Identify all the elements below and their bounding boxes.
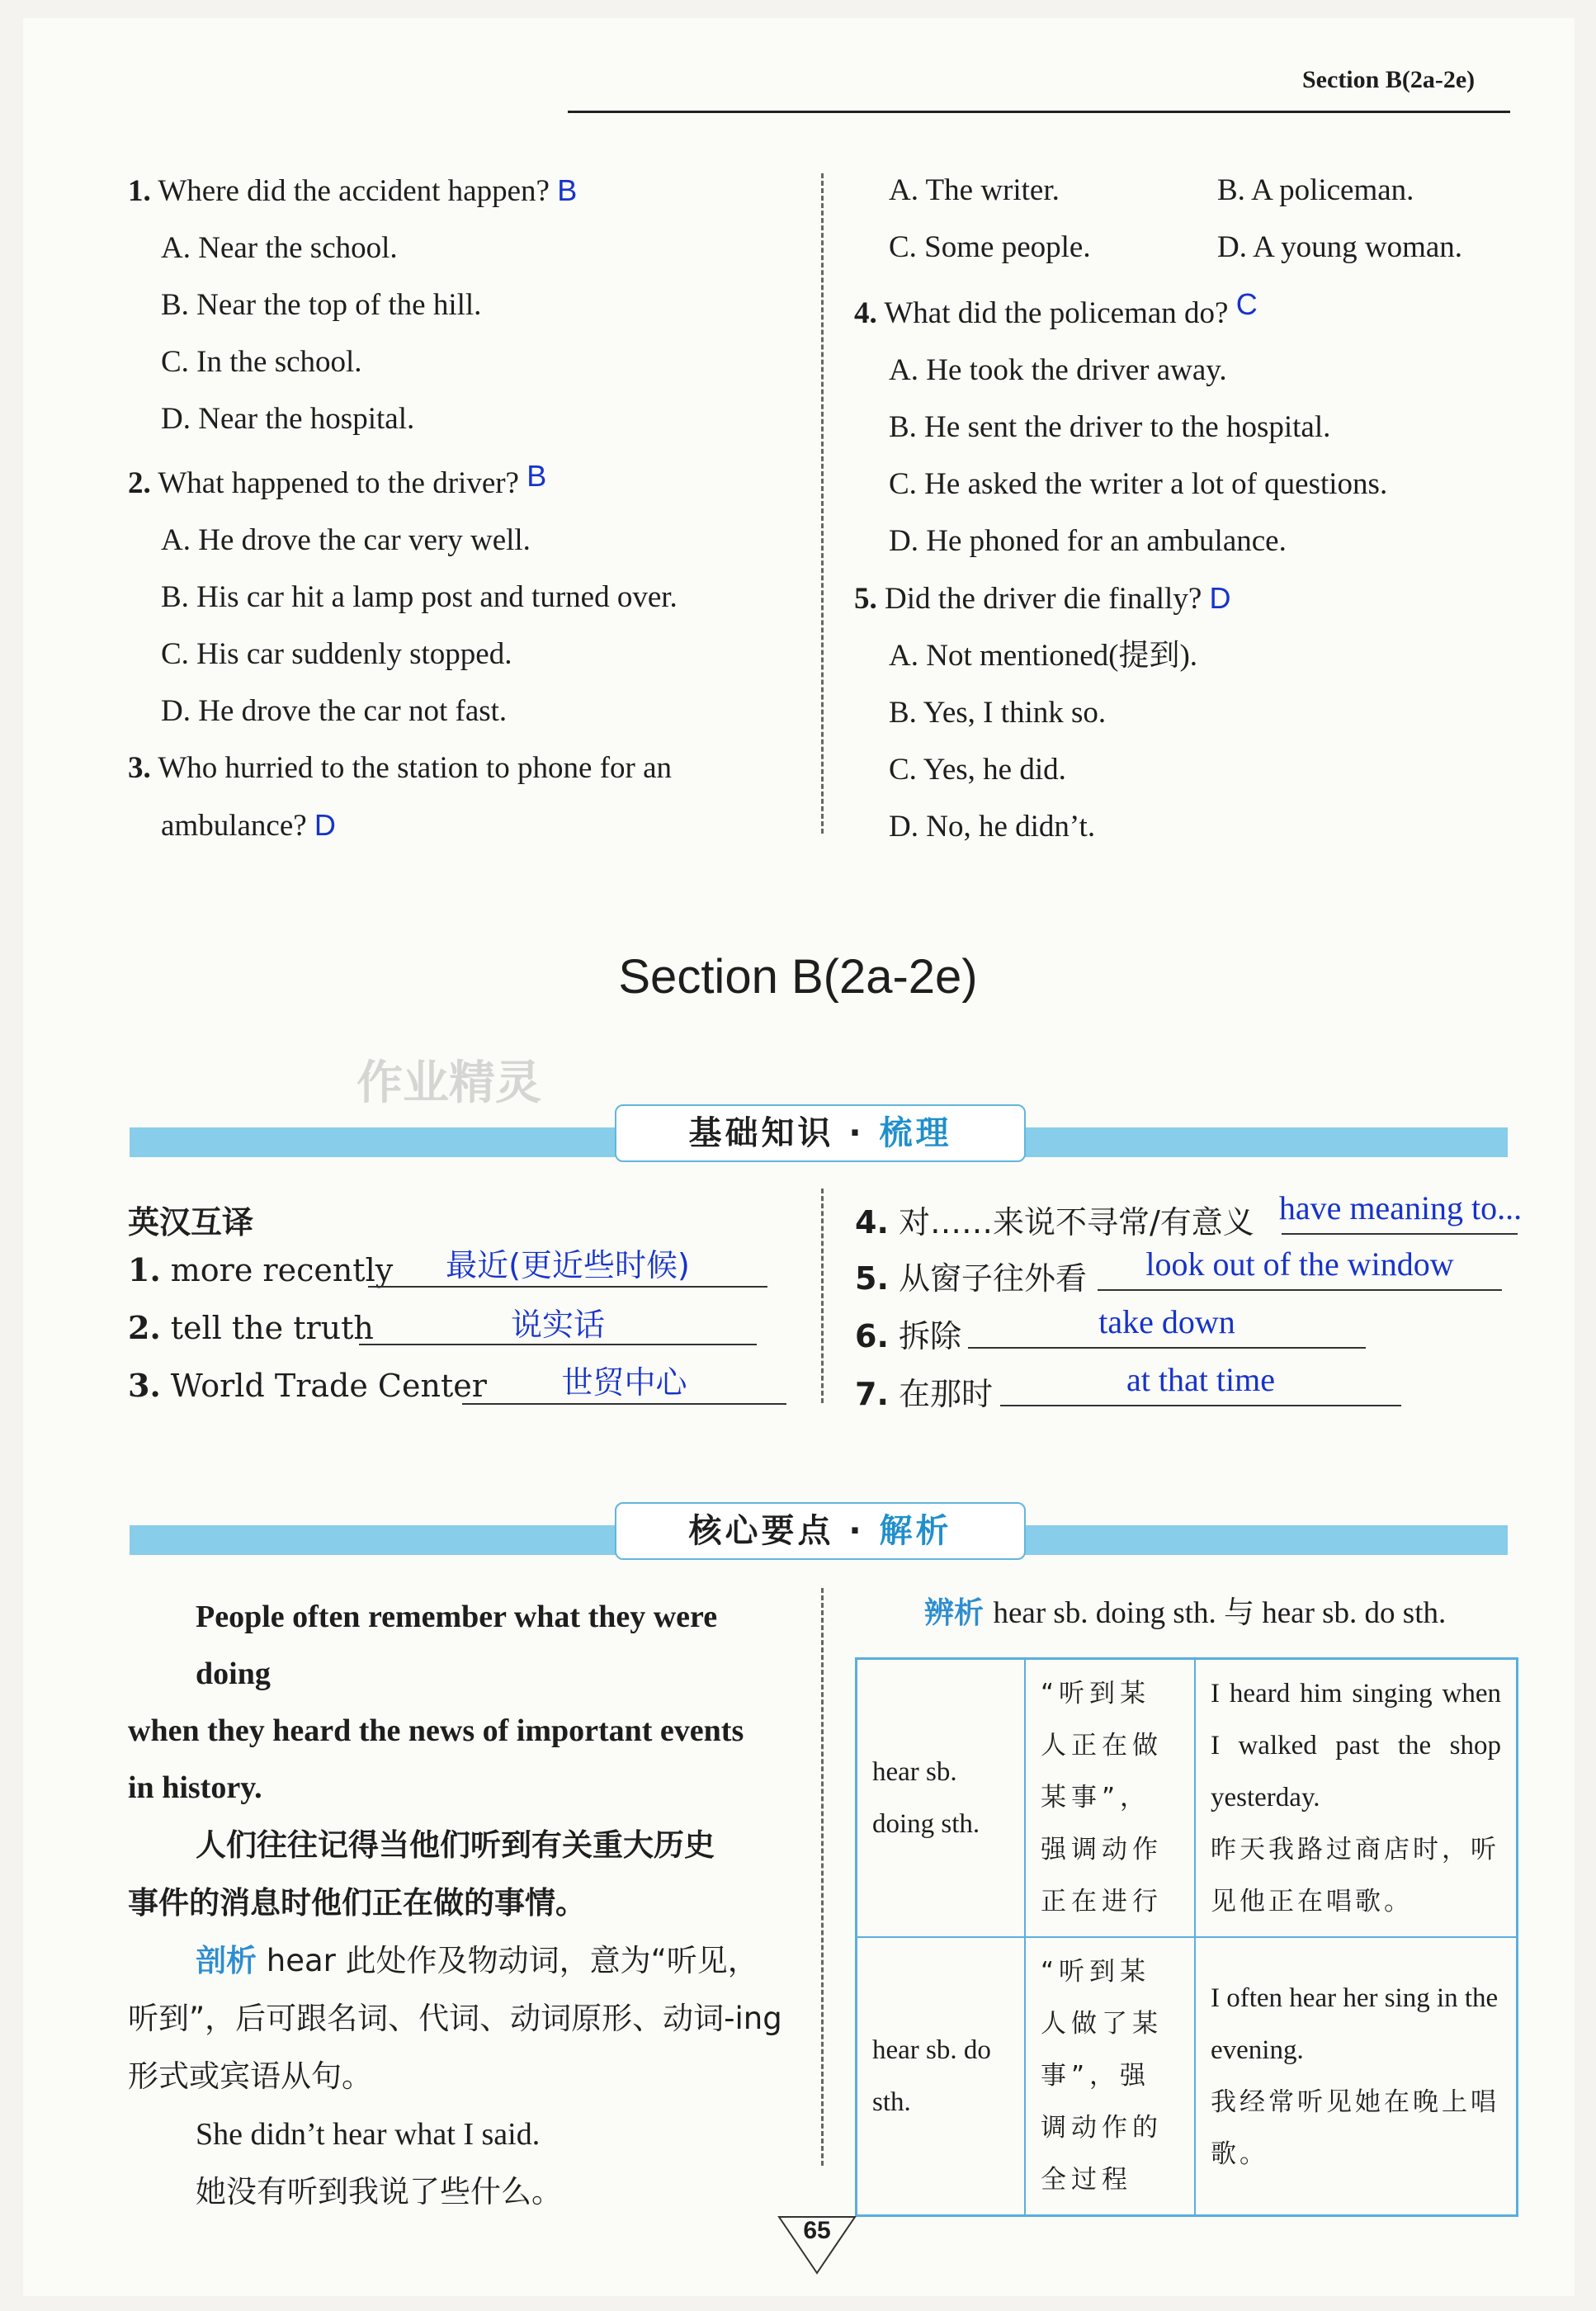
- key-sentence-translation: 事件的消息时他们正在做的事情。: [128, 1885, 586, 1921]
- vocab-item-7: [855, 1368, 993, 1414]
- question-number: 1.: [128, 174, 151, 208]
- analysis-text: 形式或宾语从句。: [128, 2058, 372, 2094]
- column-divider: [821, 1588, 824, 2166]
- answer-mark: D: [314, 808, 336, 842]
- question-text: What did the policeman do?: [884, 296, 1229, 330]
- option: B. Near the top of the hill.: [161, 288, 482, 322]
- option-list: [854, 342, 1539, 569]
- option: A. He took the driver away.: [889, 353, 1227, 387]
- distinguish-heading: [924, 1589, 1446, 1638]
- example-cn: 我经常听见她在晚上唱歌。: [1211, 2087, 1499, 2169]
- vocab-answer: look out of the window: [1145, 1245, 1454, 1283]
- example-en: I heard him singing when I walked past the shop yesterday.: [1211, 1679, 1501, 1812]
- answer-blank[interactable]: [1098, 1289, 1502, 1291]
- example-cell: [1195, 1659, 1518, 1938]
- question-4: [854, 276, 1539, 342]
- band-accent-text: 解析: [879, 1512, 952, 1550]
- vocab-answer: take down: [1098, 1303, 1235, 1340]
- distinguish-label: 辨析: [924, 1596, 985, 1630]
- band-dot: ·: [848, 1512, 865, 1550]
- question-3: [128, 740, 805, 796]
- vocab-answer: have meaning to...: [1278, 1189, 1523, 1226]
- band-basics-label: [615, 1104, 1026, 1162]
- option: D. He phoned for an ambulance.: [889, 524, 1287, 558]
- question-number: 5.: [854, 582, 877, 616]
- vocab-item-3: [128, 1367, 487, 1404]
- running-header: Section B(2a-2e): [1302, 66, 1476, 93]
- section-title: Section B(2a-2e): [618, 950, 978, 1004]
- question-text: Did the driver die finally?: [885, 582, 1202, 616]
- option: A. Near the school.: [161, 231, 398, 265]
- example-cell: [1195, 1937, 1518, 2216]
- option: D. A young woman.: [1217, 230, 1463, 264]
- key-sentence-translation: 人们往往记得当他们听到有关重大历史: [196, 1827, 715, 1863]
- analysis-label: 剖析: [196, 1943, 257, 1978]
- band-label-text: 基础知识: [688, 1114, 834, 1152]
- question-number: 3.: [128, 751, 151, 785]
- key-sentence: in history.: [128, 1770, 262, 1805]
- option: B. He sent the driver to the hospital.: [889, 410, 1331, 444]
- item-number: 3.: [128, 1367, 161, 1404]
- option-list: [128, 220, 805, 447]
- column-divider: [821, 1189, 824, 1403]
- questions-left: [128, 162, 805, 854]
- vocab-item-4: [855, 1197, 1254, 1242]
- vocab-prompt: tell the truth: [170, 1310, 374, 1346]
- key-sentence: when they heard the news of important events: [128, 1713, 744, 1748]
- vocab-prompt: 在那时: [898, 1376, 993, 1412]
- vocab-answer: 世贸中心: [561, 1364, 687, 1401]
- example-translation: 她没有听到我说了些什么。: [196, 2174, 562, 2209]
- option-list: [854, 627, 1539, 855]
- phrase-cell: hear sb. doing sth.: [857, 1659, 1026, 1938]
- question-3-continued: [128, 796, 805, 854]
- option: A. He drove the car very well.: [161, 523, 531, 557]
- option: C. Some people.: [889, 230, 1091, 264]
- answer-blank[interactable]: [368, 1286, 767, 1288]
- option: A. The writer.: [889, 173, 1060, 207]
- vocab-item-1: [128, 1251, 393, 1288]
- question-1: [128, 162, 805, 220]
- vocab-answer: at that time: [1126, 1361, 1275, 1398]
- option-list: [128, 512, 805, 740]
- option: C. Yes, he did.: [889, 753, 1066, 787]
- option-row: [854, 162, 1539, 219]
- example-en: I often hear her sing in the evening.: [1211, 1983, 1499, 2065]
- option: C. In the school.: [161, 345, 362, 379]
- question-text: What happened to the driver?: [158, 466, 519, 500]
- comparison-table: [855, 1657, 1518, 2217]
- item-number: 7.: [855, 1376, 889, 1412]
- table-row: [857, 1937, 1518, 2216]
- band-dot: ·: [848, 1114, 865, 1152]
- answer-blank[interactable]: [1000, 1405, 1401, 1406]
- item-number: 2.: [128, 1309, 161, 1346]
- answer-blank[interactable]: [1282, 1233, 1518, 1235]
- option: B. A policeman.: [1217, 173, 1414, 207]
- question-text: Who hurried to the station to phone for an: [158, 751, 673, 785]
- header-rule: [568, 111, 1510, 113]
- meaning-cell: “听到某人正在做某事”，强调动作正在进行: [1025, 1659, 1195, 1938]
- answer-blank[interactable]: [968, 1347, 1366, 1349]
- band-core-label: [615, 1502, 1026, 1560]
- meaning-cell: “听到某人做了某事”，强调动作的全过程: [1025, 1937, 1195, 2216]
- analysis-text: hear 此处作及物动词，意为“听见，: [266, 1943, 758, 1978]
- item-number: 1.: [128, 1251, 161, 1288]
- example-cn: 昨天我路过商店时，听见他正在唱歌。: [1211, 1835, 1499, 1916]
- option: B. Yes, I think so.: [889, 696, 1107, 730]
- option: C. He asked the writer a lot of questions.: [889, 467, 1388, 501]
- option: D. He drove the car not fast.: [161, 694, 508, 728]
- vocab-item-6: [855, 1311, 961, 1356]
- option-row: [854, 219, 1539, 276]
- question-text: Where did the accident happen?: [158, 174, 550, 208]
- core-explanation: [128, 1589, 793, 2221]
- vocab-answer: 说实话: [510, 1307, 605, 1343]
- distinguish-text: hear sb. doing sth. 与 hear sb. do sth.: [993, 1596, 1447, 1630]
- analysis-line: [128, 1932, 793, 1990]
- option: D. Near the hospital.: [161, 402, 415, 436]
- question-number: 2.: [128, 466, 151, 500]
- vocab-item-2: [128, 1309, 374, 1346]
- key-sentence: People often remember what they were doing: [196, 1600, 718, 1691]
- watermark: 作业精灵: [357, 1056, 541, 1110]
- option: C. His car suddenly stopped.: [161, 637, 512, 671]
- questions-right: [854, 162, 1539, 855]
- question-number: 4.: [854, 296, 877, 330]
- item-number: 6.: [855, 1318, 889, 1354]
- option: B. His car hit a lamp post and turned over.: [161, 580, 678, 614]
- answer-mark: C: [1235, 287, 1258, 321]
- option: A. Not mentioned(提到).: [889, 639, 1198, 673]
- phrase-cell: hear sb. do sth.: [857, 1937, 1026, 2216]
- vocab-answer: 最近(更近些时候): [446, 1247, 690, 1283]
- item-number: 4.: [855, 1204, 889, 1241]
- item-number: 5.: [855, 1260, 889, 1297]
- vocab-item-5: [855, 1253, 1087, 1298]
- question-2: [128, 447, 805, 512]
- vocab-heading: 英汉互译: [128, 1204, 254, 1241]
- vocab-prompt: 拆除: [898, 1318, 961, 1354]
- band-accent-text: 梳理: [879, 1114, 952, 1152]
- example-sentence: She didn’t hear what I said.: [196, 2117, 541, 2152]
- answer-mark: B: [557, 173, 578, 207]
- vocab-prompt: 从窗子往外看: [898, 1260, 1087, 1297]
- analysis-text: 听到”，后可跟名词、代词、动词原形、动词-ing: [128, 2001, 782, 2036]
- option: D. No, he didn’t.: [889, 810, 1096, 844]
- vocab-prompt: World Trade Center: [170, 1368, 487, 1404]
- band-label-text: 核心要点: [688, 1512, 834, 1550]
- answer-blank[interactable]: [462, 1403, 786, 1405]
- answer-mark: D: [1209, 581, 1231, 615]
- page-number: 65: [803, 2217, 831, 2244]
- vocab-prompt: more recently: [170, 1252, 394, 1288]
- question-5: [854, 569, 1539, 627]
- vocab-prompt: 对……来说不寻常/有意义: [898, 1204, 1254, 1241]
- column-divider: [821, 173, 824, 834]
- answer-mark: B: [526, 459, 547, 493]
- table-row: [857, 1659, 1518, 1938]
- question-text: ambulance?: [161, 809, 307, 843]
